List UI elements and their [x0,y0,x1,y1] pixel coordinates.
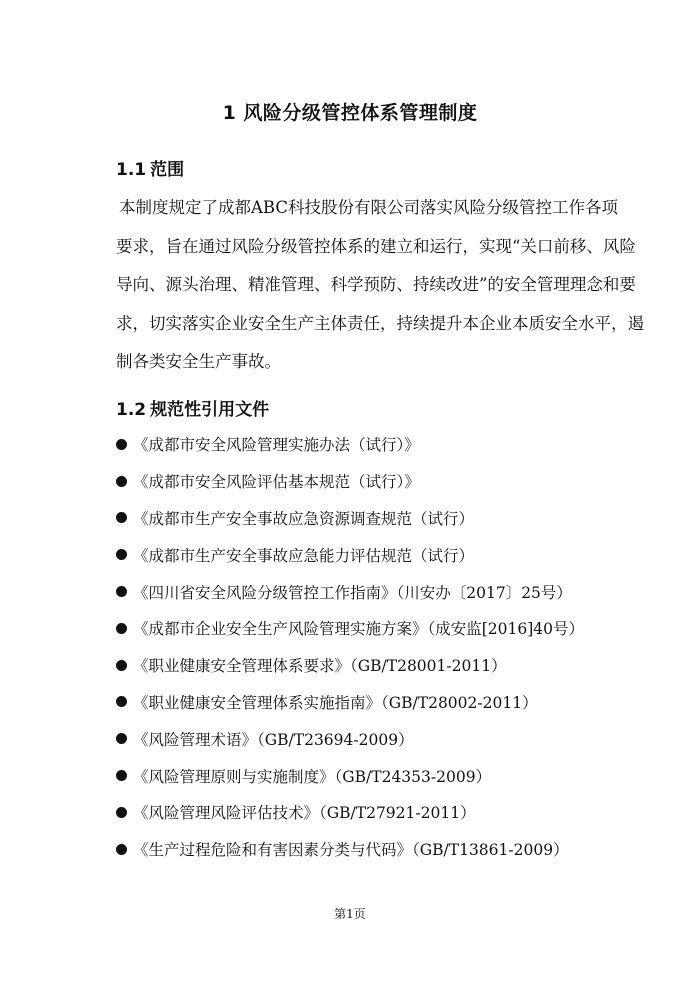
paragraph-line: 导向、源头治理、精准管理、科学预防、持续改进”的安全管理理念和要 [116,275,636,295]
bullet-icon [116,512,127,523]
section-title: 规范性引用文件 [150,400,270,420]
bullet-icon [116,696,127,707]
reference-text: 《风险管理风险评估技术》（GB/T27921-2011） [133,804,476,823]
section-heading-references [116,398,269,422]
paragraph-line: 要求，旨在通过风险分级管控体系的建立和运行，实现“关口前移、风险 [116,236,636,256]
section-number: 1.1 [116,160,147,180]
list-item [116,500,584,537]
reference-text: 《风险管理术语》（GB/T23694-2009） [133,730,414,749]
reference-text: 《生产过程危险和有害因素分类与代码》（GB/T13861-2009） [133,841,569,860]
bullet-icon [116,844,127,855]
scope-paragraph [116,189,644,382]
reference-text: 《职业健康安全管理体系实施指南》（GB/T28002-2011） [133,693,538,712]
reference-text: 《成都市生产安全事故应急资源调查规范（试行） [133,509,475,528]
list-item [116,426,584,463]
list-item [116,647,584,684]
bullet-icon [116,623,127,634]
list-item [116,757,584,794]
bullet-icon [116,733,127,744]
section-number: 1.2 [116,400,147,420]
paragraph-line: 本制度规定了成都ABC科技股份有限公司落实风险分级管控工作各项 [119,198,618,217]
reference-text: 《四川省安全风险分级管控工作指南》（川安办〔2017〕25号） [133,583,572,602]
list-item [116,573,584,610]
document-title: 1 风险分级管控体系管理制度 [222,102,478,124]
bullet-icon [116,770,127,781]
bullet-icon [116,807,127,818]
reference-text: 《风险管理原则与实施制度》（GB/T24353-2009） [133,767,492,786]
bullet-icon [116,476,127,487]
reference-list [116,426,584,868]
list-item [116,610,584,647]
list-item [116,463,584,500]
paragraph-line: 求，切实落实企业安全生产主体责任，持续提升本企业本质安全水平，遏 [116,313,644,333]
section-heading-scope [116,158,184,182]
page-number: 第1页 [334,907,366,921]
paragraph-line: 制各类安全生产事故。 [116,352,281,372]
reference-text: 《成都市生产安全事故应急能力评估规范（试行） [133,546,475,565]
list-item [116,536,584,573]
reference-text: 《成都市安全风险管理实施办法（试行）》 [133,436,420,455]
reference-text: 《成都市企业安全生产风险管理实施方案》（成安监[2016]40号） [133,620,585,639]
reference-text: 《成都市安全风险评估基本规范（试行）》 [133,473,420,492]
bullet-icon [116,586,127,597]
list-item [116,831,584,868]
section-title: 范围 [150,160,185,180]
reference-text: 《职业健康安全管理体系要求》（GB/T28001-2011） [133,657,507,676]
bullet-icon [116,660,127,671]
bullet-icon [116,549,127,560]
bullet-icon [116,439,127,450]
list-item [116,720,584,757]
list-item [116,794,584,831]
list-item [116,684,584,721]
